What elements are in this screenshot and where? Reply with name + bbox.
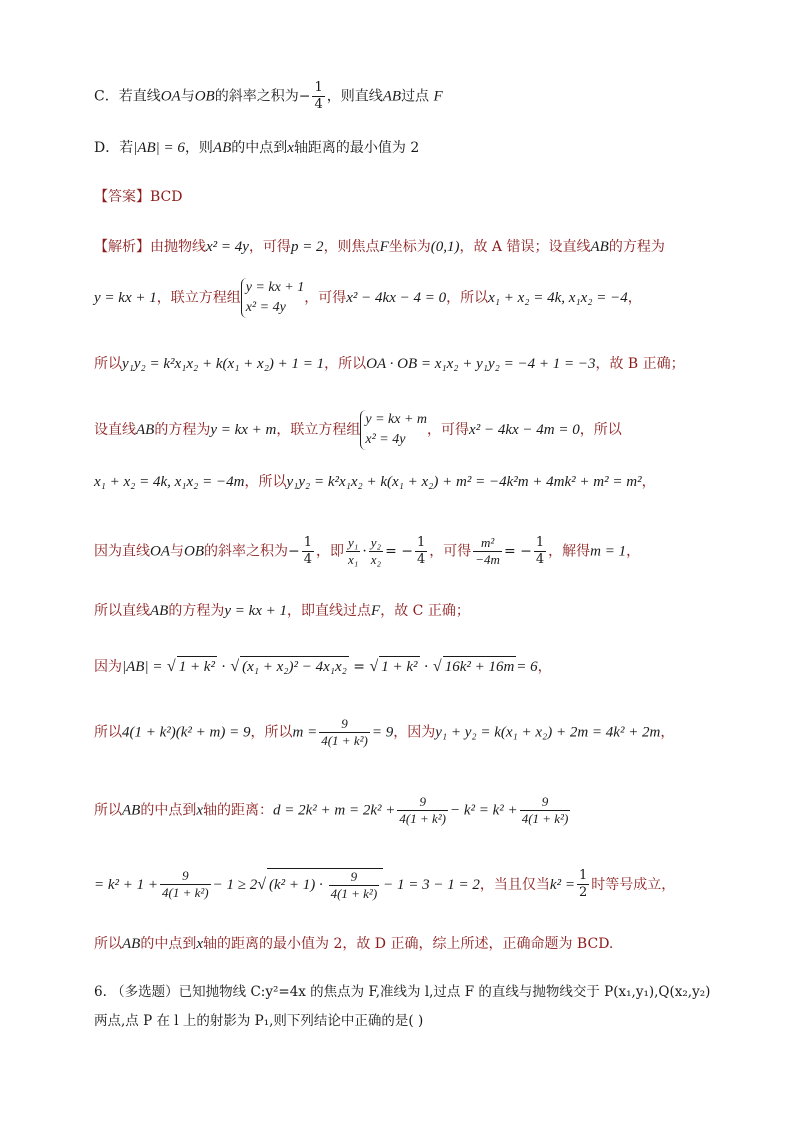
- text: ，解得: [548, 543, 591, 560]
- analysis-line-6: 因为直线OA与OB的斜率之积为− $\frac{1}{4}$ ，即 $\frac{\text{y₁}}{\text{x₁}}$ · $\frac{\text{y₂}}{\text{x₂}}$ = − $\frac{1}{4}$ ，可得 $\frac{\text{m²}}{-4m}$ = − $\frac{1}{4}$ ，解得m = 1，: [94, 535, 641, 567]
- fraction-9-over: [319, 716, 370, 749]
- focus-coord: (0,1): [430, 239, 460, 255]
- fraction-9-over: [397, 794, 448, 827]
- line-ob: OB: [194, 88, 215, 105]
- analysis-line-5: [94, 472, 656, 492]
- ineq-part-2: − 1 ≥ 2: [212, 876, 258, 893]
- option-d-text2: 的中点到: [231, 140, 288, 156]
- text: ，: [627, 290, 642, 306]
- frac-den: 4(1 + k²): [330, 886, 378, 901]
- question-6-text-2: 两点,点 P 在 l 上的射影为 P₁,则下列结论中正确的是( ): [94, 1013, 424, 1029]
- text: ，因为: [393, 724, 436, 741]
- sqrt-icon: √: [230, 658, 240, 675]
- sqrt-1-k2: 1 + k²: [379, 656, 419, 677]
- option-d: [94, 138, 419, 158]
- frac-num: 9: [329, 869, 380, 886]
- sqrt-icon: √: [369, 658, 379, 675]
- frac-num: 9: [319, 716, 370, 733]
- fraction-one-quarter: [415, 535, 427, 568]
- sqrt-icon: √: [257, 875, 267, 893]
- text: 的中点到: [140, 802, 197, 819]
- text: 所以直线: [94, 603, 150, 619]
- analysis-line-1: [94, 237, 665, 257]
- equals-9: = 9: [371, 724, 394, 741]
- line-ab: AB: [150, 603, 169, 619]
- parabola-eq: x² = 4y: [206, 239, 249, 255]
- option-d-prefix: D．若: [94, 140, 134, 156]
- sqrt-icon: √: [432, 658, 442, 675]
- text: ，故 C 正确；: [380, 603, 470, 619]
- product-eq: 4(1 + k²)(k² + m) = 9: [122, 724, 251, 741]
- question-6-line-1: [94, 982, 710, 1002]
- analysis-line-12: [94, 934, 613, 954]
- frac-den: 4(1 + k²): [521, 811, 569, 826]
- question-6-line-2: [94, 1011, 423, 1031]
- sqrt-1-k2: 1 + k²: [177, 656, 217, 677]
- analysis-line-7: [94, 601, 470, 621]
- text: 坐标为: [388, 239, 431, 255]
- equals-6: = 6: [516, 659, 538, 675]
- answer-line: [94, 187, 182, 207]
- p-value: p = 2: [290, 239, 324, 255]
- text: 的方程为: [608, 239, 665, 255]
- option-c-text3: 过点: [401, 88, 430, 105]
- text: 轴的距离：: [203, 802, 273, 819]
- text: 设直线: [94, 422, 136, 438]
- answer-label: 【答案】BCD: [94, 189, 183, 205]
- equation-system: [360, 410, 427, 450]
- text: ，故 B 正确；: [595, 356, 685, 372]
- line-ab: AB: [382, 88, 402, 105]
- text: 由抛物线: [150, 239, 206, 255]
- text: 所以: [94, 802, 122, 819]
- text: 的方程为: [168, 603, 225, 619]
- fraction-one-quarter: [302, 535, 314, 568]
- text: ，联立方程组: [276, 422, 361, 438]
- point-f: F: [379, 239, 389, 255]
- m-value: m = 1: [590, 543, 627, 560]
- line-eq-m: y = kx + m: [210, 422, 277, 438]
- text: 的斜率之积为: [204, 543, 288, 560]
- text: ，可得: [427, 422, 470, 438]
- text: ，: [660, 724, 675, 741]
- frac-den: 4: [416, 552, 426, 567]
- option-d-text1: ，则: [184, 140, 213, 156]
- line-oa: OA: [160, 88, 181, 105]
- quadratic-eq: x² − 4kx − 4 = 0: [346, 290, 447, 306]
- x-axis: x: [287, 140, 294, 156]
- analysis-label: 【解析】: [94, 239, 150, 255]
- frac-sign: −: [298, 88, 311, 105]
- slope-y2-x2: $\frac{\text{y₂}}{\text{x₂}}$: [370, 535, 382, 567]
- frac-den: 4: [303, 552, 313, 567]
- option-c-text2: ，则直线: [326, 88, 383, 105]
- fraction-9-over: [520, 794, 571, 827]
- k2-label: k² =: [549, 876, 575, 893]
- analysis-line-9: [94, 716, 674, 749]
- frac-num: 9: [397, 794, 448, 811]
- text: ，所以: [244, 474, 287, 490]
- option-c-prefix: C．若直线: [94, 88, 161, 105]
- text: 轴的距离的最小值为 2，故 D 正确，综上所述，正确命题为 BCD.: [203, 936, 614, 952]
- point-f: F: [371, 603, 381, 619]
- fraction-one-quarter: [312, 80, 324, 113]
- text: ，当且仅当: [479, 876, 550, 893]
- line-eq: y = kx + 1: [224, 603, 288, 619]
- option-c-text1: 的斜率之积为: [214, 88, 299, 105]
- text: ，可得: [248, 239, 291, 255]
- m-label: m =: [292, 724, 318, 741]
- frac-den: 4(1 + k²): [399, 811, 446, 826]
- text: ，联立方程组: [156, 290, 241, 306]
- equation-system: [241, 278, 305, 318]
- frac-den: 4(1 + k²): [162, 885, 209, 901]
- ineq-result: − 1 = 3 − 1 = 2: [383, 876, 480, 893]
- option-d-text3: 轴距离的最小值为 2: [293, 140, 420, 156]
- sqrt-16k2-16m: 16k² + 16m: [443, 656, 517, 677]
- frac-num: 9: [520, 794, 571, 811]
- analysis-line-4: [94, 410, 622, 450]
- x-axis: x: [196, 802, 203, 819]
- text: ，所以: [446, 290, 489, 306]
- text: ，故 A 错误；设直线: [459, 239, 591, 255]
- line-eq: y = kx + 1: [94, 290, 157, 306]
- dot-product-eq: OA · OB = x₁x₂ + y₁y₂ = −4 + 1 = −3: [366, 356, 596, 372]
- analysis-line-2: [94, 278, 642, 318]
- line-ob: OB: [184, 543, 204, 560]
- text: ，: [641, 474, 656, 490]
- sys-eq-1: y = kx + m: [365, 412, 428, 427]
- frac-num: 1: [535, 535, 545, 550]
- quadratic-eq: x² − 4kx − 4m = 0: [469, 422, 580, 438]
- line-ab: AB: [136, 422, 155, 438]
- abs-ab-eq: |AB| = 6: [133, 140, 185, 156]
- sys-eq-1: y = kx + 1: [245, 280, 305, 295]
- option-c: [94, 80, 443, 113]
- slope-y1-x1: $\frac{\text{y₁}}{\text{x₁}}$: [348, 535, 359, 567]
- text: ，所以: [250, 724, 293, 741]
- analysis-line-8: 因为|AB| = √ 1 + k² · √ (x₁ + x₂)² − 4x₁x₂ = √ 1 + k² · √ 16k² + 16m = 6，: [94, 658, 552, 675]
- line-oa: OA: [150, 543, 170, 560]
- sqrt-discriminant: (x₁ + x₂)² − 4x₁x₂: [240, 656, 349, 677]
- vieta-eq: x₁ + x₂ = 4k, x₁x₂ = −4: [488, 290, 628, 306]
- distance-eq-2: − k² = k² +: [450, 802, 518, 819]
- text: ，即直线过点: [287, 603, 372, 619]
- line-ab: AB: [122, 936, 141, 952]
- text: 所以: [94, 356, 122, 372]
- analysis-line-11: [94, 868, 675, 902]
- option-c-with: 与: [180, 88, 195, 105]
- sys-eq-2: x² = 4y: [245, 300, 286, 315]
- text: ，所以: [579, 422, 622, 438]
- text: 的中点到: [140, 936, 197, 952]
- line-ab: AB: [590, 239, 609, 255]
- text: ，: [537, 659, 552, 675]
- analysis-line-3: [94, 354, 685, 374]
- text: 因为: [94, 659, 122, 675]
- distance-eq: d = 2k² + m = 2k² +: [273, 802, 396, 819]
- frac-den: 4: [314, 97, 323, 112]
- text: ，即: [316, 543, 345, 560]
- fraction-one-half: $\frac{1}{2}$: [578, 868, 588, 901]
- frac-num: 1: [416, 535, 426, 550]
- text: ，则焦点: [323, 239, 380, 255]
- text: 与: [170, 543, 184, 560]
- frac-den: 4(1 + k²): [321, 733, 368, 748]
- frac-den: 4: [535, 552, 545, 567]
- frac-num: 1: [314, 80, 323, 95]
- fraction-m2-over-neg4m: $\frac{\text{m²}}{-4m}$: [475, 535, 500, 567]
- vieta-eq: x₁ + x₂ = 4k, x₁x₂ = −4m: [94, 474, 245, 490]
- frac-num: 9: [160, 868, 211, 885]
- fraction-9-over: [160, 868, 211, 901]
- question-6-text-1: 6. （多选题）已知抛物线 C:y²=4x 的焦点为 F,准线为 l,过点 F 的直线与抛物线交于 P(x₁,y₁),Q(x₂,y₂): [94, 984, 711, 1000]
- text: ，: [626, 543, 641, 560]
- sqrt-icon: √: [166, 658, 176, 675]
- frac-num: 1: [303, 535, 313, 550]
- text: 的方程为: [154, 422, 211, 438]
- y-sum-eq: y₁ + y₂ = k(x₁ + x₂) + 2m = 4k² + 2m: [435, 724, 661, 741]
- fraction-one-quarter: [534, 535, 546, 568]
- analysis-line-10: [94, 794, 572, 827]
- y1y2-eq: y₁y₂ = k²x₁x₂ + k(x₁ + x₂) + 1 = 1: [122, 356, 325, 372]
- line-ab: AB: [212, 140, 232, 156]
- line-ab: AB: [122, 802, 141, 819]
- y1y2-eq: y₁y₂ = k²x₁x₂ + k(x₁ + x₂) + m² = −4k²m + 4mk² + m² = m²: [286, 474, 642, 490]
- sys-eq-2: x² = 4y: [365, 432, 406, 447]
- text: 所以: [94, 936, 122, 952]
- point-f: F: [433, 88, 443, 105]
- text: ，所以: [324, 356, 367, 372]
- text: 所以: [94, 724, 122, 741]
- text: 因为直线: [94, 543, 150, 560]
- x-axis: x: [196, 936, 203, 952]
- ineq-part-1: = k² + 1 +: [94, 876, 159, 893]
- text: ，可得: [429, 543, 472, 560]
- text: 时等号成立，: [591, 876, 676, 893]
- abs-ab: |AB| =: [122, 659, 163, 675]
- text: ，可得: [304, 290, 347, 306]
- sqrt-product: (k² + 1) · $\frac{9}{\text{4(1 + k²)}}$: [267, 868, 383, 902]
